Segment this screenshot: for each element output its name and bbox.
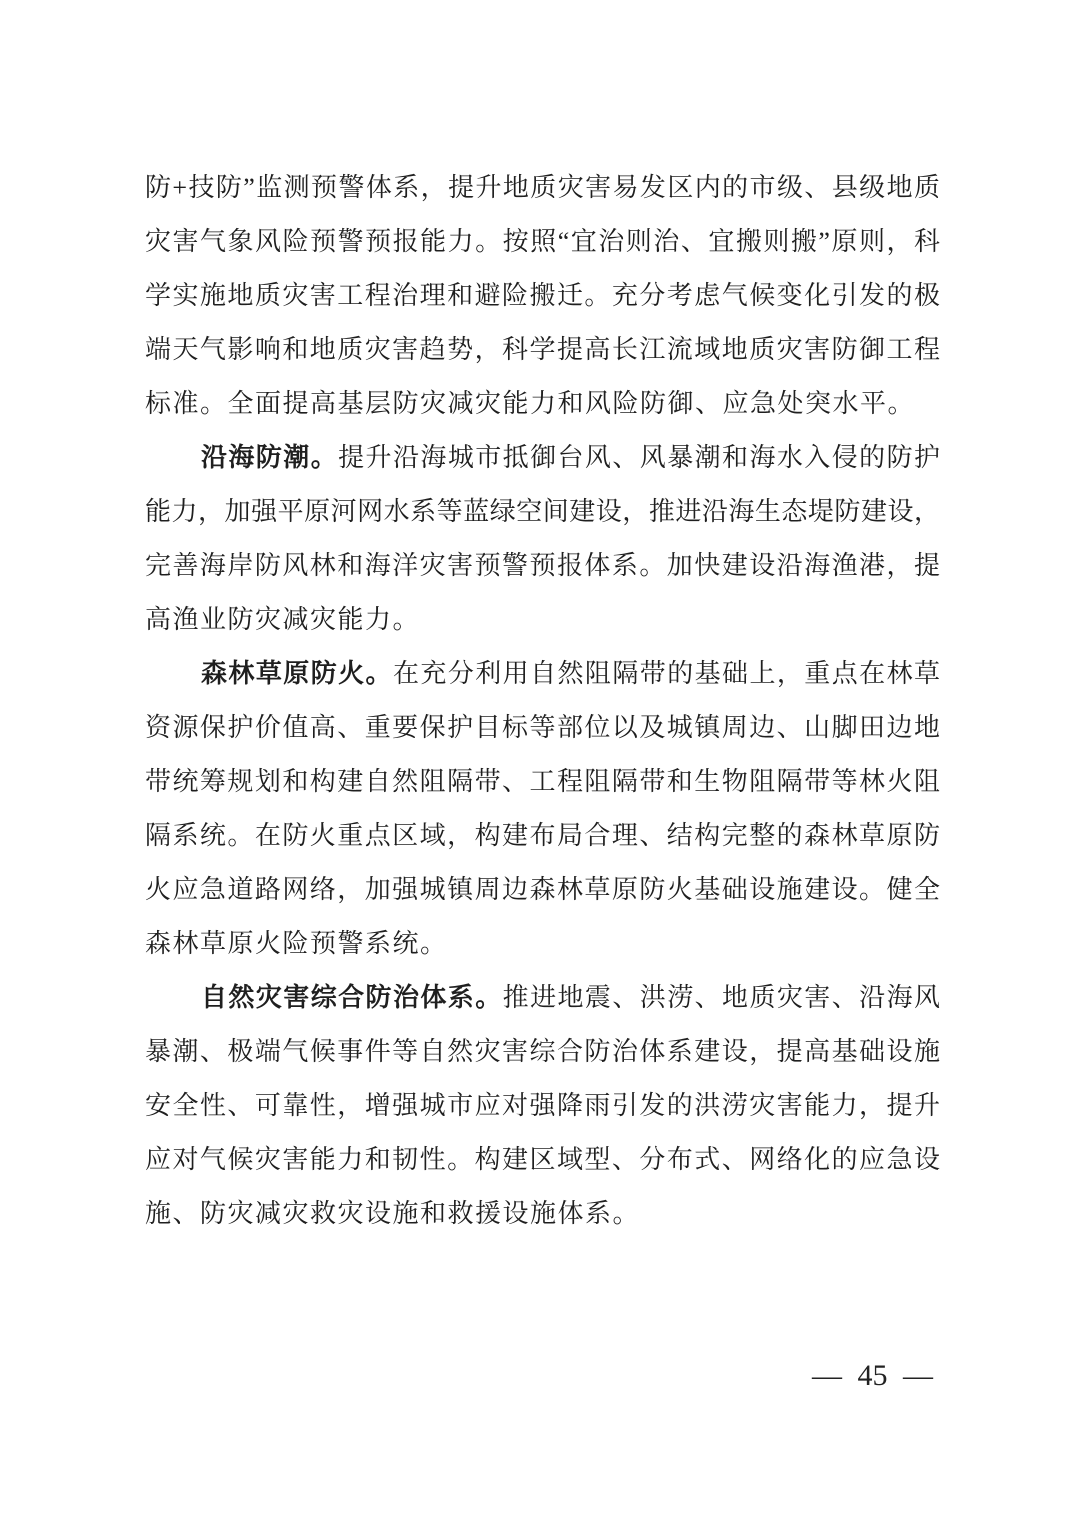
paragraph-lead: 自然灾害综合防治体系。 (201, 983, 503, 1012)
body-line: 自然灾害综合防治体系。推进地震、洪涝、地质灾害、沿海风 (201, 983, 940, 1012)
body-line: 安全性、可靠性，增强城市应对强降雨引发的洪涝灾害能力，提升 (145, 1091, 940, 1120)
document-body (145, 161, 940, 1241)
body-line: 完善海岸防风林和海洋灾害预警预报体系。加快建设沿海渔港，提 (145, 551, 940, 580)
body-line: 隔系统。在防火重点区域，构建布局合理、结构完整的森林草原防 (145, 821, 940, 850)
page-number: — 45 — (812, 1359, 933, 1392)
body-line: 森林草原防火。在充分利用自然阻隔带的基础上，重点在林草 (201, 659, 940, 688)
body-line: 火应急道路网络，加强城镇周边森林草原防火基础设施建设。健全 (145, 875, 940, 904)
body-line: 端天气影响和地质灾害趋势，科学提高长江流域地质灾害防御工程 (145, 335, 940, 364)
body-line: 带统筹规划和构建自然阻隔带、工程阻隔带和生物阻隔带等林火阻 (145, 767, 940, 796)
body-line: 高渔业防灾减灾能力。 (145, 605, 421, 634)
body-line: 防+技防”监测预警体系，提升地质灾害易发区内的市级、县级地质 (145, 173, 940, 202)
body-line: 暴潮、极端气候事件等自然灾害综合防治体系建设，提高基础设施 (145, 1037, 940, 1066)
body-line: 学实施地质灾害工程治理和避险搬迁。充分考虑气候变化引发的极 (145, 281, 940, 310)
paragraph-lead: 森林草原防火。 (201, 659, 393, 688)
body-line: 沿海防潮。提升沿海城市抵御台风、风暴潮和海水入侵的防护 (201, 443, 940, 472)
body-line: 灾害气象风险预警预报能力。按照“宜治则治、宜搬则搬”原则，科 (145, 227, 940, 256)
body-line: 标准。全面提高基层防灾减灾能力和风险防御、应急处突水平。 (145, 389, 916, 418)
paragraph-lead: 沿海防潮。 (201, 443, 339, 472)
body-line: 能力，加强平原河网水系等蓝绿空间建设，推进沿海生态堤防建设， (145, 497, 940, 526)
body-line: 森林草原火险预警系统。 (145, 929, 448, 958)
body-line: 资源保护价值高、重要保护目标等部位以及城镇周边、山脚田边地 (145, 713, 940, 742)
body-line: 应对气候灾害能力和韧性。构建区域型、分布式、网络化的应急设 (145, 1145, 940, 1174)
body-line: 施、防灾减灾救灾设施和救援设施体系。 (145, 1199, 641, 1228)
